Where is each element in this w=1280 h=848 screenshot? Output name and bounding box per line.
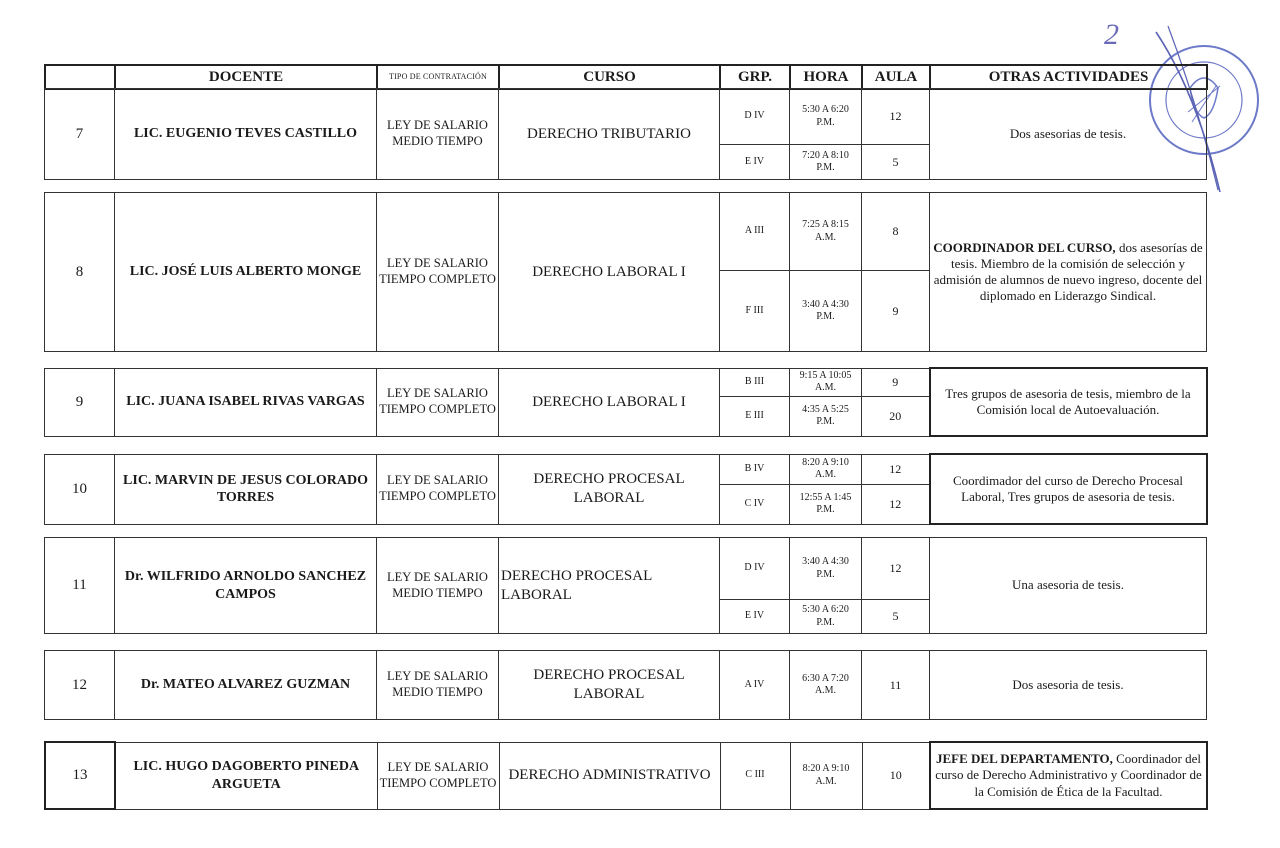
row-number: 8 [45, 193, 115, 352]
class-time: 3:40 A 4:30 P.M. [790, 271, 862, 352]
other-activities [930, 651, 1207, 720]
classroom: 12 [862, 538, 930, 600]
other-activities [930, 368, 1207, 436]
course-name: DERECHO PROCESAL LABORAL [499, 454, 720, 524]
docente-name: Dr. MATEO ALVAREZ GUZMAN [115, 651, 377, 720]
class-time: 5:30 A 6:20 P.M. [790, 89, 862, 145]
handwritten-annotation: 2 [1104, 18, 1119, 51]
classroom: 12 [862, 484, 930, 524]
teacher-block-7 [44, 88, 1207, 180]
teacher-block-8 [44, 192, 1207, 352]
contract-type: LEY DE SALARIO MEDIO TIEMPO [377, 89, 499, 180]
class-time: 8:20 A 9:10 A.M. [790, 742, 862, 809]
class-time: 5:30 A 6:20 P.M. [790, 600, 862, 634]
classroom: 10 [862, 742, 930, 809]
class-time: 12:55 A 1:45 P.M. [790, 484, 862, 524]
classroom: 12 [862, 454, 930, 484]
docente-name: LIC. JOSÉ LUIS ALBERTO MONGE [115, 193, 377, 352]
course-name: DERECHO TRIBUTARIO [499, 89, 720, 180]
classroom: 9 [862, 271, 930, 352]
course-name: DERECHO LABORAL I [499, 368, 720, 436]
row-number: 11 [45, 538, 115, 634]
header-grp: GRP. [720, 65, 790, 89]
group-code: A IV [720, 651, 790, 720]
classroom: 5 [862, 145, 930, 180]
course-name: DERECHO PROCESAL LABORAL [499, 538, 720, 634]
group-code: F III [720, 271, 790, 352]
course-name: DERECHO LABORAL I [499, 193, 720, 352]
docente-name: LIC. HUGO DAGOBERTO PINEDA ARGUETA [115, 742, 377, 809]
table-row [45, 742, 1207, 809]
teacher-block-13 [44, 741, 1208, 810]
group-code: E IV [720, 600, 790, 634]
contract-type: LEY DE SALARIO MEDIO TIEMPO [377, 538, 499, 634]
teacher-block-11 [44, 537, 1207, 634]
table-row [45, 368, 1207, 396]
contract-type: LEY DE SALARIO TIEMPO COMPLETO [377, 454, 499, 524]
class-time: 7:25 A 8:15 A.M. [790, 193, 862, 271]
other-activities-text: Una asesoria de tesis. [1012, 577, 1124, 593]
schedule-header-table [44, 64, 1208, 90]
class-time: 9:15 A 10:05 A.M. [790, 368, 862, 396]
group-code: B IV [720, 454, 790, 484]
other-activities-text: Dos asesoria de tesis. [1012, 676, 1124, 692]
table-row [45, 538, 1207, 600]
group-code: D IV [720, 89, 790, 145]
other-activities-text: Coordimador del curso de Derecho Procesal Laboral, Tres grupos de asesoria de tesis. [953, 472, 1183, 504]
teacher-block-10 [44, 453, 1208, 525]
header-otras: OTRAS ACTIVIDADES [930, 65, 1207, 89]
other-activities [930, 89, 1207, 180]
group-code: A III [720, 193, 790, 271]
classroom: 5 [862, 600, 930, 634]
header-hora: HORA [790, 65, 862, 89]
class-time: 3:40 A 4:30 P.M. [790, 538, 862, 600]
group-code: C III [720, 742, 790, 809]
row-number: 13 [45, 742, 115, 809]
contract-type: LEY DE SALARIO TIEMPO COMPLETO [377, 368, 499, 436]
classroom: 9 [862, 368, 930, 396]
other-activities [930, 454, 1207, 524]
class-time: 4:35 A 5:25 P.M. [790, 396, 862, 436]
other-activities-text: Tres grupos de asesoria de tesis, miembro de la Comisión local de Autoevaluación. [945, 385, 1191, 417]
other-activities-role: JEFE DEL DEPARTAMENTO, [936, 751, 1113, 767]
course-name: DERECHO ADMINISTRATIVO [499, 742, 720, 809]
course-name: DERECHO PROCESAL LABORAL [499, 651, 720, 720]
other-activities-text: Dos asesorias de tesis. [1009, 125, 1127, 141]
row-number: 9 [45, 368, 115, 436]
docente-name: LIC. JUANA ISABEL RIVAS VARGAS [115, 368, 377, 436]
header-number [45, 65, 115, 89]
classroom: 20 [862, 396, 930, 436]
other-activities [930, 538, 1207, 634]
contract-type: LEY DE SALARIO MEDIO TIEMPO [377, 651, 499, 720]
contract-type: LEY DE SALARIO TIEMPO COMPLETO [377, 193, 499, 352]
row-number: 7 [45, 89, 115, 180]
other-activities-text: Coordinador del curso de Derecho Administrativo y Coordinador de la Comisión de Ética de la Facultad. [935, 751, 1202, 799]
table-row [45, 193, 1207, 271]
group-code: E III [720, 396, 790, 436]
row-number: 10 [45, 454, 115, 524]
table-row [45, 454, 1207, 484]
header-tipo: TIPO DE CONTRATACIÓN [377, 65, 499, 89]
header-docente: DOCENTE [115, 65, 377, 89]
row-number: 12 [45, 651, 115, 720]
other-activities [930, 193, 1207, 352]
docente-name: LIC. MARVIN DE JESUS COLORADO TORRES [115, 454, 377, 524]
group-code: C IV [720, 484, 790, 524]
table-row [45, 651, 1207, 720]
group-code: D IV [720, 538, 790, 600]
group-code: E IV [720, 145, 790, 180]
header-curso: CURSO [499, 65, 720, 89]
classroom: 11 [862, 651, 930, 720]
class-time: 6:30 A 7:20 A.M. [790, 651, 862, 720]
classroom: 12 [862, 89, 930, 145]
table-row [45, 89, 1207, 145]
contract-type: LEY DE SALARIO TIEMPO COMPLETO [377, 742, 499, 809]
other-activities-text: dos asesorías de tesis. Miembro de la comisión de selección y admisión de alumnos de nuevo ingreso, docente del diplomado en Liderazgo Sindical. [933, 239, 1203, 304]
teacher-block-9 [44, 367, 1208, 437]
teacher-block-12 [44, 650, 1207, 720]
group-code: B III [720, 368, 790, 396]
other-activities [930, 742, 1207, 809]
docente-name: LIC. EUGENIO TEVES CASTILLO [115, 89, 377, 180]
docente-name: Dr. WILFRIDO ARNOLDO SANCHEZ CAMPOS [115, 538, 377, 634]
classroom: 8 [862, 193, 930, 271]
header-aula: AULA [862, 65, 930, 89]
class-time: 8:20 A 9:10 A.M. [790, 454, 862, 484]
other-activities-role: COORDINADOR DEL CURSO, [933, 239, 1116, 255]
class-time: 7:20 A 8:10 P.M. [790, 145, 862, 180]
